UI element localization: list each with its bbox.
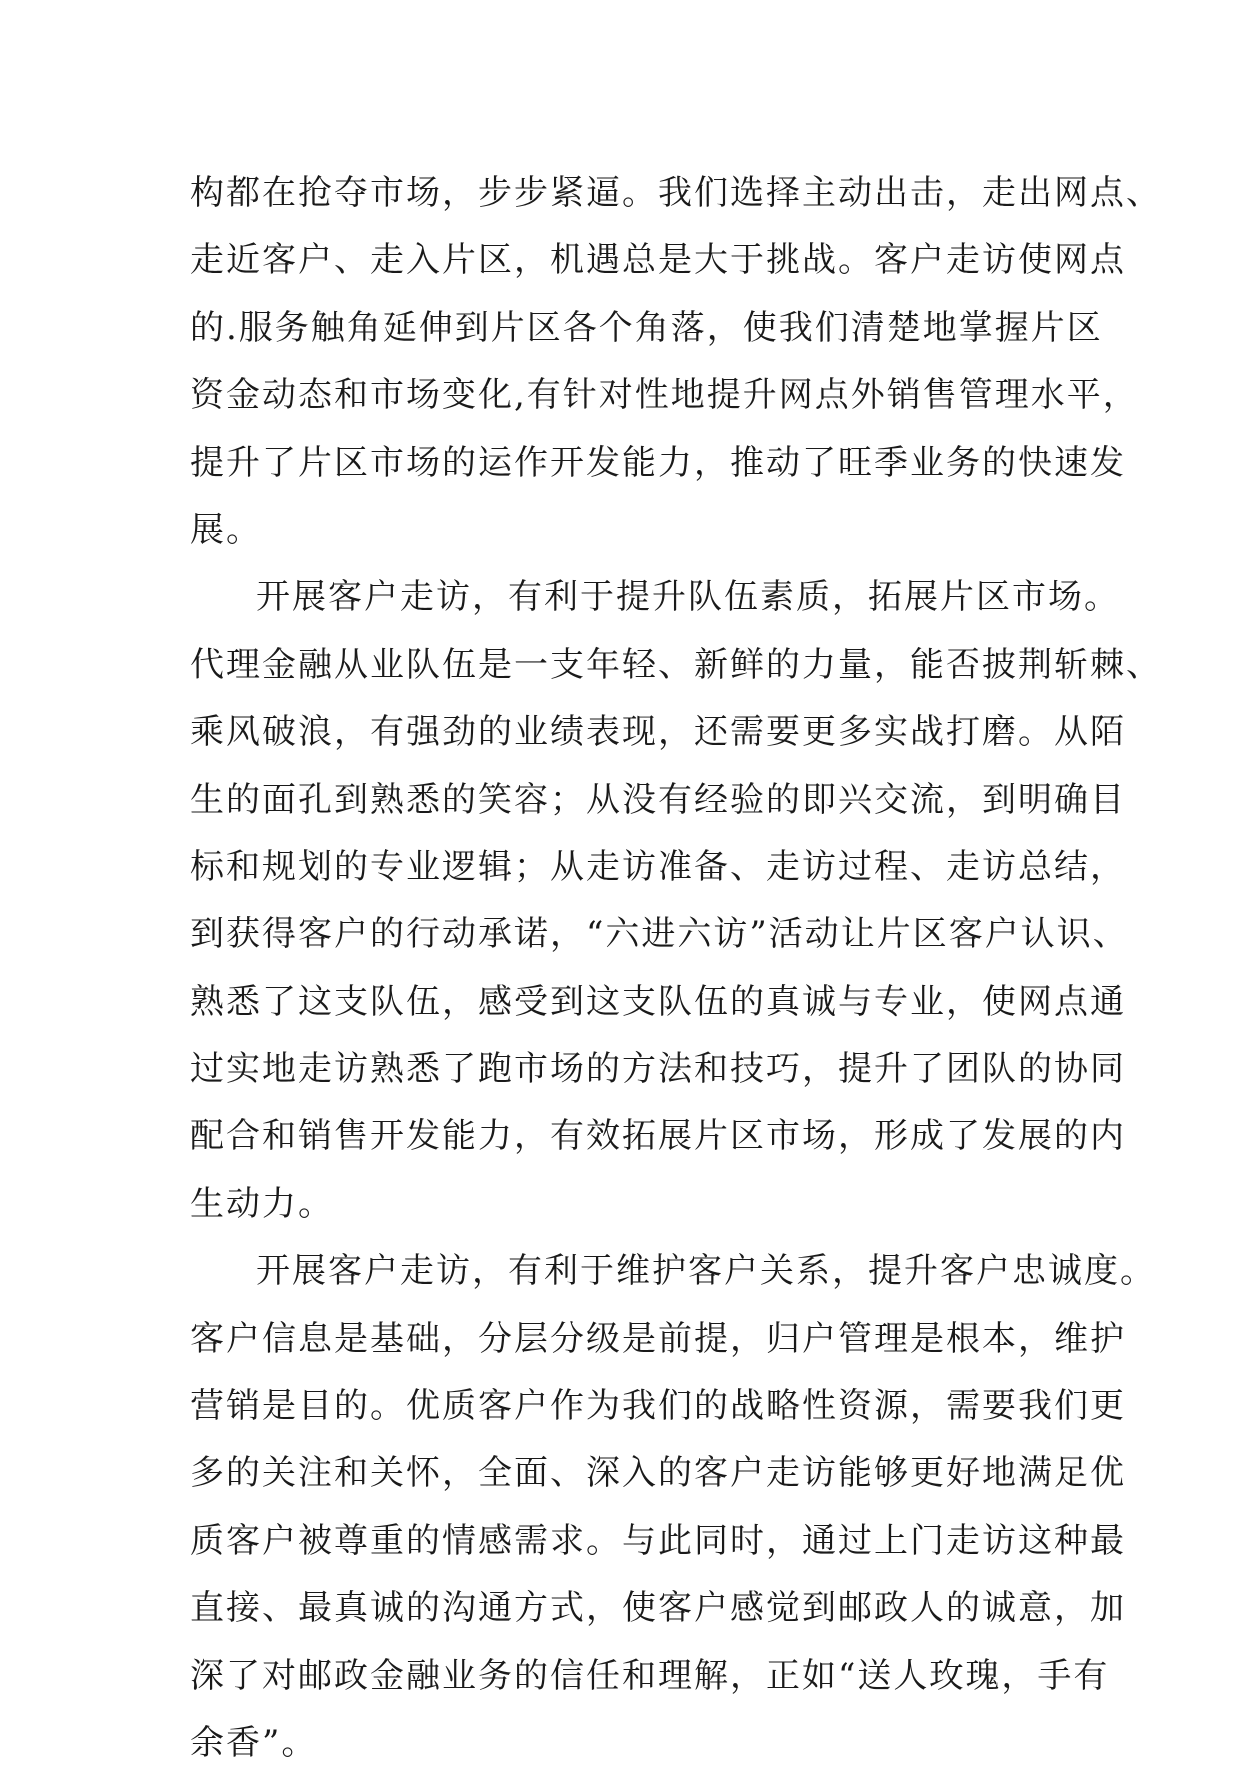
text-line: 过实地走访熟悉了跑市场的方法和技巧，提升了团队的协同 (190, 1049, 1126, 1090)
text-line: 客户信息是基础，分层分级是前提，归户管理是根本，维护 (190, 1318, 1126, 1359)
text-line: 质客户被尊重的情感需求。与此同时，通过上门走访这种最 (190, 1520, 1126, 1561)
text-line: 熟悉了这支队伍，感受到这支队伍的真诚与专业，使网点通 (190, 981, 1126, 1022)
text-line: 生动力。 (190, 1183, 334, 1224)
text-line: 生的面孔到熟悉的笑容；从没有经验的即兴交流，到明确目 (190, 779, 1126, 820)
text-line: 走近客户、走入片区，机遇总是大于挑战。客户走访使网点 (190, 240, 1126, 281)
text-line: 开展客户走访，有利于维护客户关系，提升客户忠诚度。 (256, 1251, 1156, 1292)
text-line: 的.服务触角延伸到片区各个角落，使我们清楚地掌握片区 (190, 307, 1103, 348)
text-line: 营销是目的。优质客户作为我们的战略性资源，需要我们更 (190, 1386, 1126, 1427)
text-line: 展。 (190, 509, 262, 550)
body-text (190, 160, 1162, 1777)
text-line: 多的关注和关怀，全面、深入的客户走访能够更好地满足优 (190, 1453, 1126, 1494)
text-line: 到获得客户的行动承诺，“六进六访”活动让片区客户认识、 (190, 914, 1129, 955)
text-line: 开展客户走访，有利于提升队伍素质，拓展片区市场。 (256, 577, 1120, 618)
text-line: 资金动态和市场变化,有针对性地提升网点外销售管理水平， (190, 375, 1139, 416)
text-line: 代理金融从业队伍是一支年轻、新鲜的力量，能否披荆斩棘、 (190, 644, 1162, 685)
paragraph-3 (190, 1238, 1156, 1777)
paragraph-1 (190, 160, 1162, 564)
text-line: 配合和销售开发能力，有效拓展片区市场，形成了发展的内 (190, 1116, 1126, 1157)
text-line: 直接、最真诚的沟通方式，使客户感觉到邮政人的诚意，加 (190, 1588, 1126, 1629)
text-line: 深了对邮政金融业务的信任和理解，正如“送人玫瑰，手有 (190, 1655, 1110, 1696)
text-line: 构都在抢夺市场，步步紧逼。我们选择主动出击，走出网点、 (190, 173, 1162, 213)
paragraph-2 (190, 564, 1162, 1238)
text-line: 标和规划的专业逻辑；从走访准备、走访过程、走访总结， (190, 846, 1126, 887)
text-line: 提升了片区市场的运作开发能力，推动了旺季业务的快速发 (190, 442, 1126, 483)
text-line: 余香”。 (190, 1722, 318, 1763)
text-line: 乘风破浪，有强劲的业绩表现，还需要更多实战打磨。从陌 (190, 712, 1126, 753)
